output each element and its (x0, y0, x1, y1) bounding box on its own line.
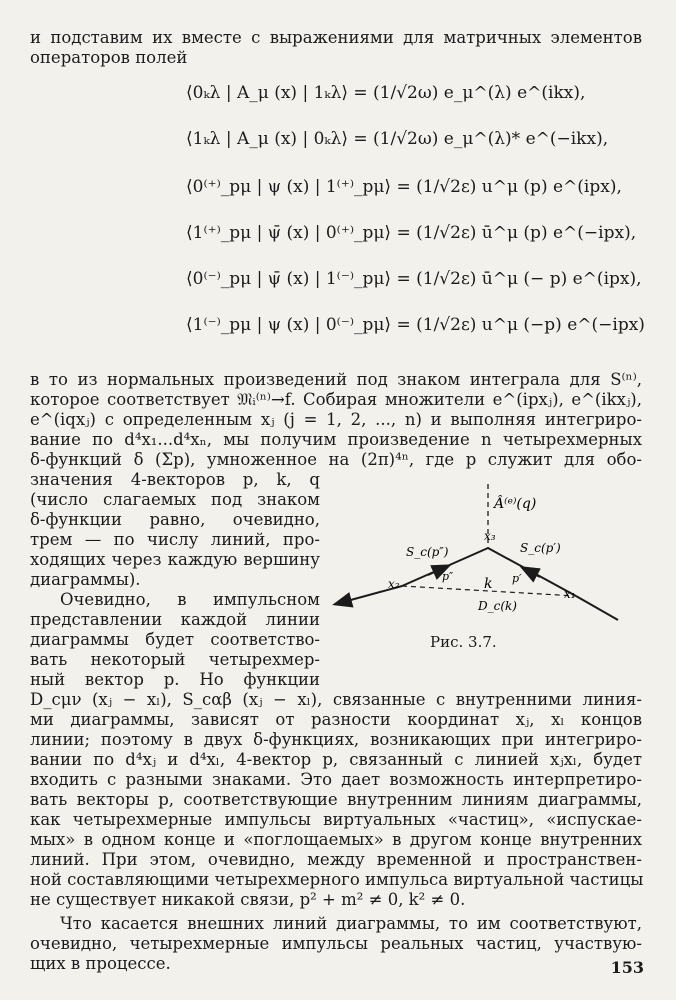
equation-5: ⟨0⁽⁻⁾_pμ | ψ̄ (x) | 1⁽⁻⁾_pμ⟩ = (1/√2ε) ū^μ (− p) e^(ipx), (186, 269, 642, 289)
second-wrap-line-2: представлении каждой линии (30, 610, 320, 629)
label-dc: D_c(k) (478, 599, 517, 613)
intro-line-2: операторов полей (30, 48, 188, 67)
second-full-line-4: вании по d⁴xⱼ и d⁴xₗ, 4-вектор p, связанный с линией xⱼxₗ, будет (30, 750, 642, 769)
second-full-line-5: входить с разными знаками. Это дает возможность интерпретиро- (30, 770, 642, 789)
equation-6: ⟨1⁽⁻⁾_pμ | ψ (x) | 0⁽⁻⁾_pμ⟩ = (1/√2ε) u^μ (−p) e^(−ipx) (186, 315, 645, 335)
label-k: k (484, 576, 493, 592)
second-full-line-2: ми диаграммы, зависят от разности координат xⱼ, xₗ концов (30, 710, 642, 729)
second-full-line-8: мых» в одном конце и «поглощаемых» в другом конце внутренних (30, 830, 642, 849)
second-full-line-3: линии; поэтому в двух δ-функциях, возникающих при интегриро- (30, 730, 642, 749)
equation-2: ⟨1ₖλ | A_μ (x) | 0ₖλ⟩ = (1/√2ω) e_μ^(λ)* e^(−ikx), (186, 129, 609, 149)
label-x1: x₁ (564, 587, 576, 601)
second-full-line-1: D_cμν (xⱼ − xₗ), S_cαβ (xⱼ − xₗ), связанные с внутренними линия- (30, 690, 642, 709)
figure-caption: Рис. 3.7. (430, 633, 497, 651)
final-line-1: Что касается внешних линий диаграммы, то им соответствуют, (60, 914, 642, 933)
arrow-right-internal (523, 568, 540, 577)
feynman-diagram (328, 478, 640, 658)
main-line-5: δ-функций δ (Σp), умноженное на (2π)⁴ⁿ, где p служит для обо- (30, 450, 642, 469)
wrap-line-5: ходящих через каждую вершину (30, 550, 320, 569)
intro-line-1: и подставим их вместе с выражениями для матричных элементов (30, 28, 642, 47)
wrap-line-3: δ-функции равно, очевидно, (30, 510, 320, 529)
final-line-3: щих в процессе. (30, 954, 171, 973)
page-number: 153 (610, 958, 644, 977)
equation-3: ⟨0⁽⁺⁾_pμ | ψ (x) | 1⁽⁺⁾_pμ⟩ = (1/√2ε) u^μ (p) e^(ipx), (186, 177, 622, 197)
second-wrap-line-3: диаграммы будет соответство- (30, 630, 320, 649)
main-line-1: в то из нормальных произведений под знаком интеграла для S⁽ⁿ⁾, (30, 370, 642, 389)
equation-1: ⟨0ₖλ | A_μ (x) | 1ₖλ⟩ = (1/√2ω) e_μ^(λ) e^(ikx), (186, 83, 586, 103)
final-line-2: очевидно, четырехмерные импульсы реальных частиц, участвую- (30, 934, 642, 953)
label-x3: x₃ (484, 529, 496, 543)
label-p-prime: p′ (512, 572, 522, 585)
second-full-line-6: вать векторы p, соответствующие внутренним линиям диаграммы, (30, 790, 642, 809)
main-line-4: вание по d⁴x₁...d⁴xₙ, мы получим произведение n четырехмерных (30, 430, 642, 449)
second-full-line-10: ной составляющими четырехмерного импульса виртуальной частицы (30, 870, 644, 889)
main-line-3: e^(iqxⱼ) с определенным xⱼ (j = 1, 2, ..., n) и выполняя интегриро- (30, 410, 642, 429)
label-sc-right: S_c(p′) (520, 541, 561, 555)
wrap-line-1: значения 4-векторов p, k, q (30, 470, 320, 489)
second-full-line-9: линий. При этом, очевидно, между временной и пространствен- (30, 850, 642, 869)
second-full-line-7: как четырехмерные импульсы виртуальных «частиц», «испускае- (30, 810, 642, 829)
wrap-line-2: (число слагаемых под знаком (30, 490, 320, 509)
label-sc-left: S_c(p″) (406, 545, 449, 559)
second-full-line-11: не существует никакой связи, p² + m² ≠ 0, k² ≠ 0. (30, 890, 466, 909)
fermion-external-right (576, 596, 618, 620)
label-p-double-prime: p″ (442, 570, 454, 583)
wrap-line-4: трем — по числу линий, про- (30, 530, 320, 549)
second-wrap-line-4: вать некоторый четырехмер- (30, 650, 320, 669)
label-x2: x₂ (388, 577, 400, 591)
label-photon-field: Â⁽ᵉ⁾(q) (494, 496, 537, 512)
main-line-2: которое соответствует 𝔐ᵢ⁽ⁿ⁾→f. Собирая множители e^(ipxⱼ), e^(ikxⱼ), (30, 390, 642, 409)
wrap-line-6: диаграммы). (30, 570, 141, 589)
second-wrap-line-1: Очевидно, в импульсном (60, 590, 320, 609)
equation-4: ⟨1⁽⁺⁾_pμ | ψ̄ (x) | 0⁽⁺⁾_pμ⟩ = (1/√2ε) ū^μ (p) e^(−ipx), (186, 223, 637, 243)
second-wrap-line-5: ный вектор p. Но функции (30, 670, 320, 689)
